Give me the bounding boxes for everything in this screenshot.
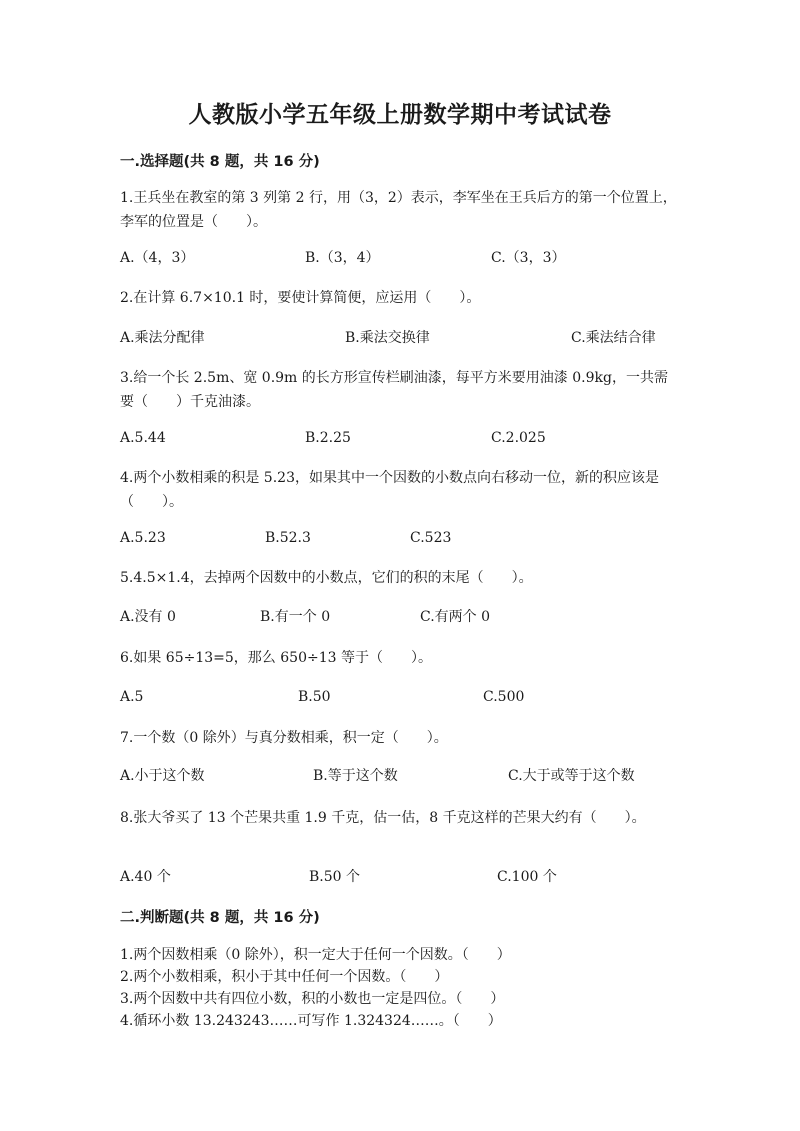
question-3-option-b: B.2.25: [305, 430, 351, 446]
true-false-item-4: 4.循环小数 13.243243……可写作 1.324324……。（ ）: [120, 1013, 502, 1029]
true-false-item-2: 2.两个小数相乘，积小于其中任何一个因数。（ ）: [120, 969, 449, 985]
question-8: 8.张大爷买了 13 个芒果共重 1.9 千克，估一估，8 千克这样的芒果大约有（ ）。: [120, 810, 646, 826]
question-2: 2.在计算 6.7×10.1 时，要使计算简便，应运用（ ）。: [120, 290, 481, 306]
question-1-option-a: A.（4，3）: [120, 250, 195, 266]
question-7-option-b: B.等于这个数: [313, 768, 398, 784]
question-7-option-c: C.大于或等于这个数: [508, 768, 635, 784]
section-heading-true-false: 二.判断题(共 8 题，共 16 分): [120, 910, 320, 926]
question-8-option-a: A.40 个: [120, 869, 171, 885]
question-2-option-a: A.乘法分配律: [120, 330, 205, 346]
question-2-option-b: B.乘法交换律: [345, 330, 430, 346]
question-6-option-c: C.500: [483, 689, 525, 705]
question-8-option-c: C.100 个: [497, 869, 557, 885]
question-5-option-c: C.有两个 0: [420, 609, 491, 625]
question-8-option-b: B.50 个: [309, 869, 361, 885]
question-2-option-c: C.乘法结合律: [571, 330, 656, 346]
question-3: 3.给一个长 2.5m、宽 0.9m 的长方形宣传栏刷油漆，每平方米要用油漆 0.9kg，一共需要（ ）千克油漆。: [120, 370, 668, 410]
question-3-option-a: A.5.44: [120, 430, 166, 446]
question-6-option-b: B.50: [298, 689, 331, 705]
question-4-option-c: C.523: [410, 530, 452, 546]
section-heading-multiple-choice: 一.选择题(共 8 题，共 16 分): [120, 154, 320, 170]
question-5-option-b: B.有一个 0: [260, 609, 331, 625]
question-3-option-c: C.2.025: [491, 430, 546, 446]
question-7-option-a: A.小于这个数: [120, 768, 205, 784]
question-5-option-a: A.没有 0: [120, 609, 176, 625]
question-1-option-b: B.（3，4）: [305, 250, 380, 266]
question-1: 1.王兵坐在教室的第 3 列第 2 行，用（3，2）表示，李军坐在王兵后方的第一个位置上，李军的位置是（ ）。: [120, 190, 677, 230]
question-1-option-c: C.（3，3）: [491, 250, 566, 266]
true-false-item-3: 3.两个因数中共有四位小数，积的小数也一定是四位。（ ）: [120, 991, 505, 1007]
question-4-option-a: A.5.23: [120, 530, 166, 546]
true-false-item-1: 1.两个因数相乘（0 除外），积一定大于任何一个因数。（ ）: [120, 947, 511, 963]
question-7: 7.一个数（0 除外）与真分数相乘，积一定（ ）。: [120, 730, 448, 746]
question-4: 4.两个小数相乘的积是 5.23，如果其中一个因数的小数点向右移动一位，新的积应该是（ ）。: [120, 470, 659, 510]
question-6: 6.如果 65÷13=5，那么 650÷13 等于（ ）。: [120, 650, 432, 666]
question-4-option-b: B.52.3: [265, 530, 311, 546]
question-5: 5.4.5×1.4，去掉两个因数中的小数点，它们的积的末尾（ ）。: [120, 570, 533, 586]
page-title: 人教版小学五年级上册数学期中考试试卷: [188, 102, 612, 128]
question-6-option-a: A.5: [120, 689, 144, 705]
